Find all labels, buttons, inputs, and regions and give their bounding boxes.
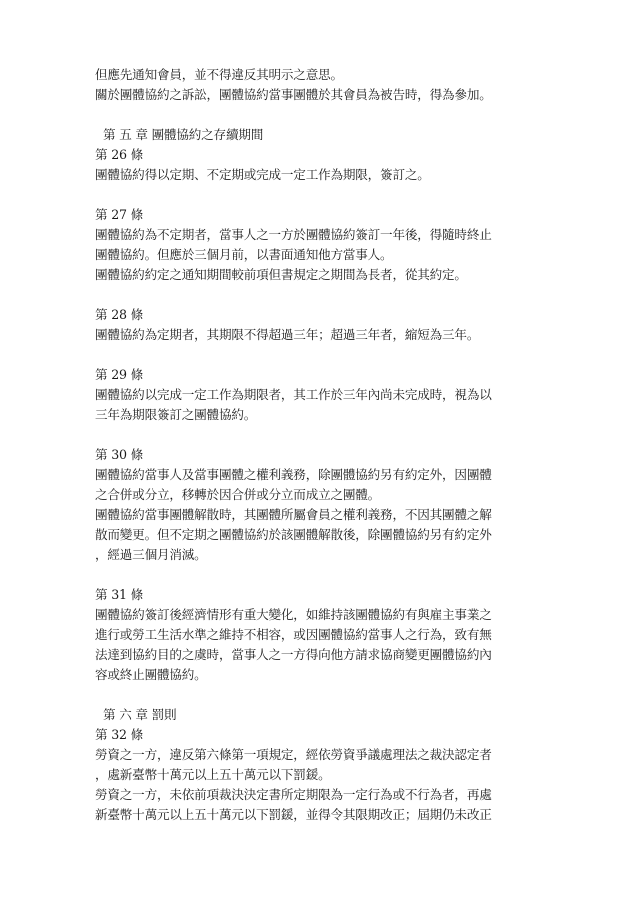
paragraph-line: 團體協約為不定期者，當事人之一方於團體協約簽訂一年後，得隨時終止 bbox=[95, 227, 492, 242]
blank-line bbox=[95, 685, 515, 705]
article-number: 第 31 條 bbox=[95, 587, 144, 602]
paragraph-line: ，經過三個月消滅。 bbox=[95, 547, 207, 562]
paragraph-line: 新臺幣十萬元以上五十萬元以下罰鍰，並得令其限期改正；屆期仍未改正 bbox=[95, 807, 492, 822]
article-number: 第 32 條 bbox=[95, 727, 144, 742]
blank-line bbox=[95, 285, 515, 305]
paragraph-line: 但應先通知會員，並不得違反其明示之意思。 bbox=[95, 67, 343, 82]
paragraph-line: 團體協約約定之通知期間較前項但書規定之期間為長者，從其約定。 bbox=[95, 267, 467, 282]
article-number: 第 29 條 bbox=[95, 367, 144, 382]
paragraph-line: 容或終止團體協約。 bbox=[95, 667, 207, 682]
paragraph-line: 勞資之一方，未依前項裁決決定書所定期限為一定行為或不行為者，再處 bbox=[95, 787, 492, 802]
paragraph-line: 法達到協約目的之虞時，當事人之一方得向他方請求協商變更團體協約內 bbox=[95, 647, 492, 662]
paragraph-line: 團體協約為定期者，其期限不得超過三年；超過三年者，縮短為三年。 bbox=[95, 327, 480, 342]
paragraph-line: 散而變更。但不定期之團體協約於該團體解散後，除團體協約另有約定外 bbox=[95, 527, 492, 542]
paragraph-line: 進行或勞工生活水準之維持不相容，或因團體協約當事人之行為，致有無 bbox=[95, 627, 492, 642]
document-page bbox=[95, 65, 515, 825]
article-number: 第 28 條 bbox=[95, 307, 144, 322]
article-number: 第 26 條 bbox=[95, 147, 144, 162]
paragraph-line: 團體協約以完成一定工作為期限者，其工作於三年內尚未完成時，視為以 bbox=[95, 387, 492, 402]
paragraph-line: ，處新臺幣十萬元以上五十萬元以下罰鍰。 bbox=[95, 767, 331, 782]
article-number: 第 30 條 bbox=[95, 447, 144, 462]
blank-line bbox=[95, 345, 515, 365]
paragraph-line: 團體協約當事人及當事團體之權利義務，除團體協約另有約定外，因團體 bbox=[95, 467, 492, 482]
paragraph-line: 團體協約當事團體解散時，其團體所屬會員之權利義務，不因其團體之解 bbox=[95, 507, 492, 522]
article-number: 第 27 條 bbox=[95, 207, 144, 222]
blank-line bbox=[95, 425, 515, 445]
paragraph-line: 團體協約得以定期、不定期或完成一定工作為期限，簽訂之。 bbox=[95, 167, 430, 182]
paragraph-line: 勞資之一方，違反第六條第一項規定，經依勞資爭議處理法之裁決認定者 bbox=[95, 747, 492, 762]
paragraph-line: 關於團體協約之訴訟，團體協約當事團體於其會員為被告時，得為參加。 bbox=[95, 87, 492, 102]
paragraph-line: 三年為期限簽訂之團體協約。 bbox=[95, 407, 257, 422]
paragraph-line: 之合併或分立，移轉於因合併或分立而成立之團體。 bbox=[95, 487, 381, 502]
chapter-heading: 第 五 章 團體協約之存續期間 bbox=[103, 127, 264, 142]
chapter-heading: 第 六 章 罰則 bbox=[103, 707, 177, 722]
paragraph-line: 團體協約。但應於三個月前，以書面通知他方當事人。 bbox=[95, 247, 393, 262]
blank-line bbox=[95, 105, 515, 125]
blank-line bbox=[95, 565, 515, 585]
paragraph-line: 團體協約簽訂後經濟情形有重大變化，如維持該團體協約有與雇主事業之 bbox=[95, 607, 492, 622]
blank-line bbox=[95, 185, 515, 205]
